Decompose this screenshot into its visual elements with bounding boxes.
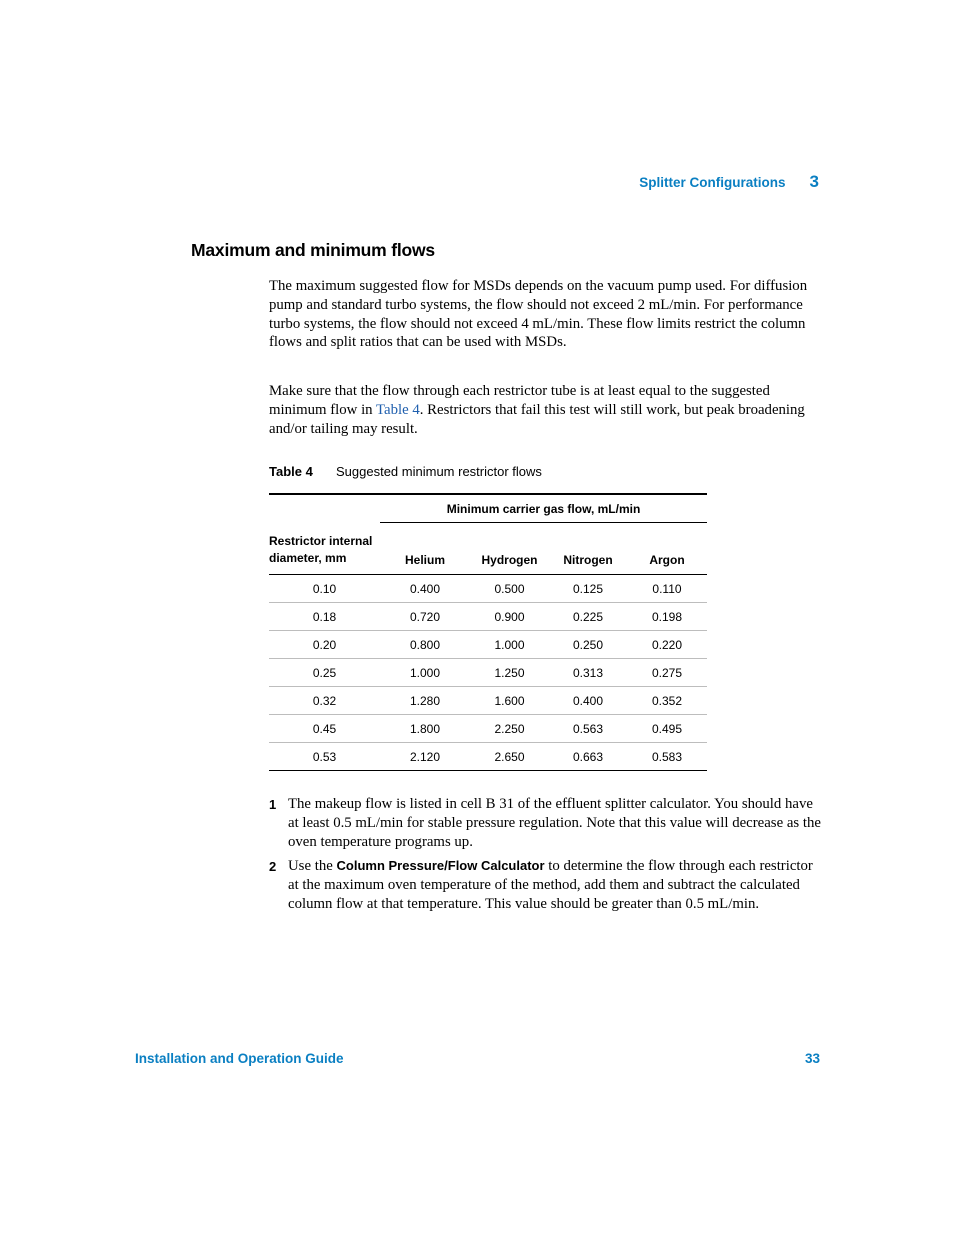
chapter-title: Splitter Configurations xyxy=(639,175,786,190)
cell-diameter: 0.18 xyxy=(269,603,380,631)
cell-hydrogen: 0.900 xyxy=(470,603,549,631)
table-row xyxy=(269,743,707,771)
cell-hydrogen: 2.650 xyxy=(470,743,549,771)
cell-nitrogen: 0.400 xyxy=(549,687,627,715)
cell-diameter: 0.25 xyxy=(269,659,380,687)
paragraph-text xyxy=(269,382,821,438)
restrictor-flow-table xyxy=(269,493,707,771)
cell-helium: 1.000 xyxy=(380,659,470,687)
cell-hydrogen: 1.600 xyxy=(470,687,549,715)
table-row xyxy=(269,631,707,659)
group-header: Minimum carrier gas flow, mL/min xyxy=(380,494,707,523)
paragraph-text: The maximum suggested flow for MSDs depends on the vacuum pump used. For diffusion pump and standard turbo systems, the flow should not exceed 2 mL/min. For performance turbo systems, the flow should not exceed 4 mL/min. These flow limits restrict the column flows and split ratios that can be used with MSDs. xyxy=(269,278,808,351)
cell-hydrogen: 2.250 xyxy=(470,715,549,743)
running-footer xyxy=(135,1051,820,1066)
step-text: The makeup flow is listed in cell B 31 of the effluent splitter calculator. You should have at least 0.5 mL/min for stable pressure regulation. Note that this value will decrease as the oven temperature programs up. xyxy=(288,796,821,850)
col-header-diameter: Restrictor internal diameter, mm xyxy=(269,523,380,575)
col-header-helium: Helium xyxy=(380,523,470,575)
cell-nitrogen: 0.313 xyxy=(549,659,627,687)
cell-hydrogen: 1.000 xyxy=(470,631,549,659)
col-header-argon: Argon xyxy=(627,523,707,575)
cell-diameter: 0.53 xyxy=(269,743,380,771)
table-caption xyxy=(269,464,542,479)
cell-argon: 0.495 xyxy=(627,715,707,743)
cell-nitrogen: 0.225 xyxy=(549,603,627,631)
cell-hydrogen: 0.500 xyxy=(470,575,549,603)
cell-diameter: 0.45 xyxy=(269,715,380,743)
cell-helium: 2.120 xyxy=(380,743,470,771)
table-caption-text: Suggested minimum restrictor flows xyxy=(336,464,542,479)
table-header-empty xyxy=(269,494,380,523)
table-row xyxy=(269,715,707,743)
cell-helium: 0.400 xyxy=(380,575,470,603)
col-header-nitrogen: Nitrogen xyxy=(549,523,627,575)
paragraph-text-part: Make sure that the flow through each restrictor tube is at least equal to the suggested minimum flow in xyxy=(269,383,770,418)
step-text xyxy=(288,857,821,913)
running-header xyxy=(639,172,819,192)
numbered-steps xyxy=(269,795,821,920)
ui-term: Column Pressure/Flow Calculator xyxy=(336,858,545,874)
list-item xyxy=(269,857,821,913)
step-text-part: to determine the flow through each restrictor at the maximum oven temperature of the method, add them and subtract the calculated column flow at that temperature. This value should be greater than 0.5 mL/min. xyxy=(288,858,813,912)
chapter-number: 3 xyxy=(809,172,819,191)
cell-helium: 1.800 xyxy=(380,715,470,743)
table-4-link[interactable]: Table 4 xyxy=(376,401,420,418)
guide-title: Installation and Operation Guide xyxy=(135,1051,344,1066)
paragraph-2 xyxy=(269,382,821,438)
cell-nitrogen: 0.563 xyxy=(549,715,627,743)
cell-nitrogen: 0.125 xyxy=(549,575,627,603)
cell-argon: 0.275 xyxy=(627,659,707,687)
cell-argon: 0.198 xyxy=(627,603,707,631)
col-header-hydrogen: Hydrogen xyxy=(470,523,549,575)
page-number: 33 xyxy=(804,1051,820,1066)
table-row xyxy=(269,659,707,687)
step-text-part: Use the xyxy=(288,858,337,875)
table-row xyxy=(269,603,707,631)
cell-hydrogen: 1.250 xyxy=(470,659,549,687)
paragraph-text-part: . Restrictors that fail this test will still work, but peak broadening and/or tailing may result. xyxy=(269,401,805,437)
cell-diameter: 0.10 xyxy=(269,575,380,603)
cell-argon: 0.220 xyxy=(627,631,707,659)
cell-helium: 0.720 xyxy=(380,603,470,631)
cell-diameter: 0.20 xyxy=(269,631,380,659)
paragraph-1 xyxy=(269,277,821,352)
table-row xyxy=(269,687,707,715)
cell-nitrogen: 0.663 xyxy=(549,743,627,771)
table-row xyxy=(269,575,707,603)
cell-helium: 1.280 xyxy=(380,687,470,715)
list-item xyxy=(269,795,821,851)
step-number: 2 xyxy=(269,859,277,875)
cell-diameter: 0.32 xyxy=(269,687,380,715)
cell-argon: 0.110 xyxy=(627,575,707,603)
cell-argon: 0.583 xyxy=(627,743,707,771)
cell-argon: 0.352 xyxy=(627,687,707,715)
cell-nitrogen: 0.250 xyxy=(549,631,627,659)
step-number: 1 xyxy=(269,797,277,812)
table-label: Table 4 xyxy=(269,464,313,479)
cell-helium: 0.800 xyxy=(380,631,470,659)
section-title: Maximum and minimum flows xyxy=(191,240,435,260)
